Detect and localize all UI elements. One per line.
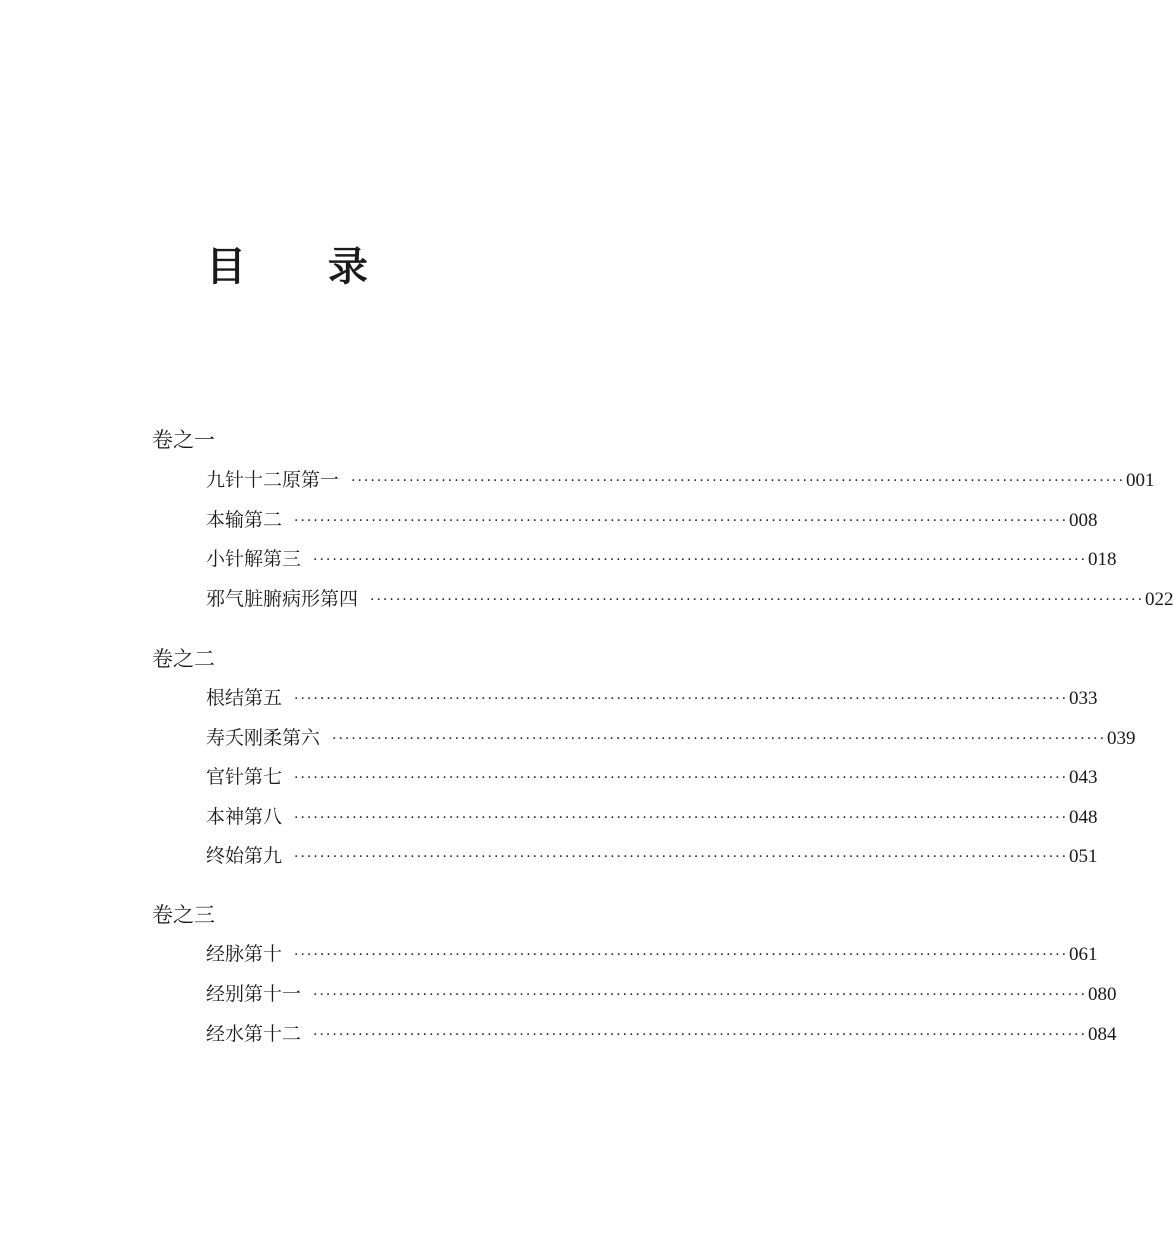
volume-heading: 卷之三	[152, 903, 215, 927]
entry-title: 经水第十二	[206, 1023, 302, 1045]
toc-entry[interactable]	[206, 466, 1155, 494]
entry-title: 经别第十一	[206, 983, 302, 1005]
toc-entry[interactable]	[206, 585, 1174, 613]
entry-title: 经脉第十	[206, 943, 283, 965]
entry-title: 小针解第三	[206, 548, 302, 570]
dot-leader: ························································································································	[351, 473, 1126, 489]
entry-page-number: 061	[1069, 944, 1098, 965]
toc-entry[interactable]	[206, 803, 1098, 831]
toc-entry[interactable]	[206, 842, 1098, 870]
entry-page-number: 051	[1069, 846, 1098, 867]
entry-page-number: 018	[1088, 549, 1117, 570]
toc-entry[interactable]	[206, 506, 1098, 534]
volume-heading: 卷之一	[152, 428, 215, 452]
entry-page-number: 084	[1088, 1024, 1117, 1045]
entry-page-number: 043	[1069, 767, 1098, 788]
toc-entry[interactable]	[206, 763, 1098, 791]
entry-title: 官针第七	[206, 766, 283, 788]
toc-entry[interactable]	[206, 980, 1117, 1008]
entry-page-number: 008	[1069, 510, 1098, 531]
entry-page-number: 048	[1069, 807, 1098, 828]
dot-leader: ························································································································	[313, 1027, 1088, 1043]
dot-leader: ························································································································	[332, 731, 1107, 747]
toc-entry[interactable]	[206, 684, 1098, 712]
toc-entry[interactable]	[206, 1020, 1117, 1048]
dot-leader: ························································································································	[313, 987, 1088, 1003]
dot-leader: ························································································································	[294, 947, 1069, 963]
entry-page-number: 001	[1126, 470, 1155, 491]
dot-leader: ························································································································	[313, 552, 1088, 568]
entry-title: 根结第五	[206, 687, 283, 709]
dot-leader: ························································································································	[294, 513, 1069, 529]
toc-entry[interactable]	[206, 940, 1098, 968]
dot-leader: ························································································································	[370, 592, 1145, 608]
dot-leader: ························································································································	[294, 810, 1069, 826]
entry-title: 寿夭刚柔第六	[206, 727, 321, 749]
entry-title: 邪气脏腑病形第四	[206, 588, 359, 610]
toc-entry[interactable]	[206, 724, 1136, 752]
entry-title: 本神第八	[206, 806, 283, 828]
entry-title: 终始第九	[206, 845, 283, 867]
volume-heading: 卷之二	[152, 647, 215, 671]
page-title: 目 录	[206, 244, 402, 290]
dot-leader: ························································································································	[294, 849, 1069, 865]
entry-title: 九针十二原第一	[206, 469, 340, 491]
entry-page-number: 033	[1069, 688, 1098, 709]
entry-page-number: 022	[1145, 589, 1174, 610]
entry-title: 本输第二	[206, 509, 283, 531]
entry-page-number: 080	[1088, 984, 1117, 1005]
dot-leader: ························································································································	[294, 770, 1069, 786]
dot-leader: ························································································································	[294, 691, 1069, 707]
toc-entry[interactable]	[206, 545, 1117, 573]
entry-page-number: 039	[1107, 728, 1136, 749]
